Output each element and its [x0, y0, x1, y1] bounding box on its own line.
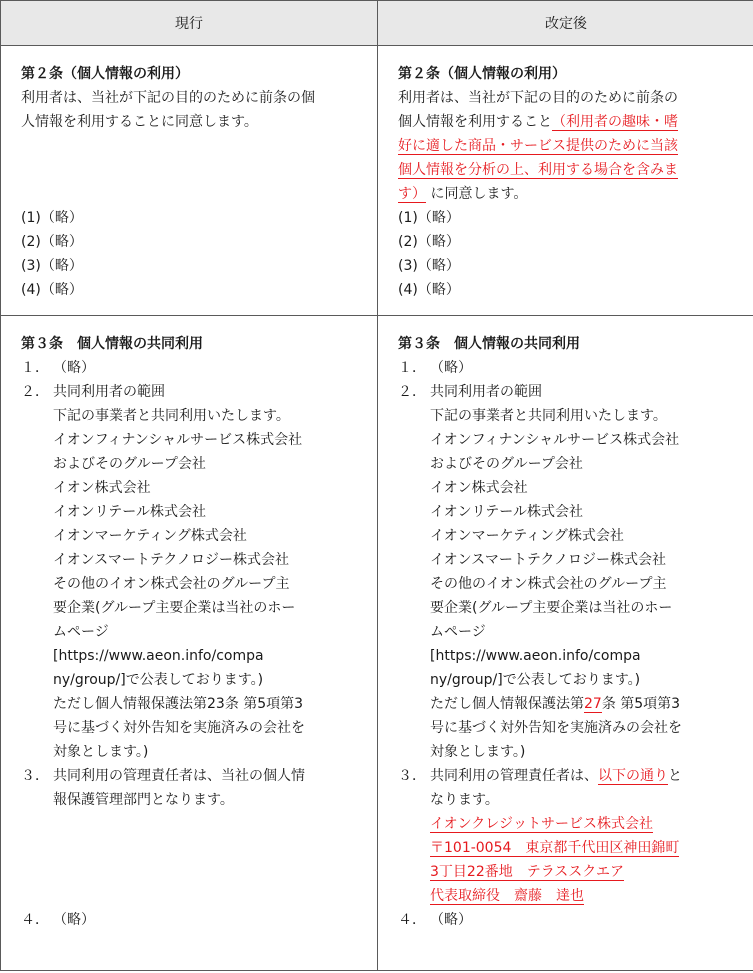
- item-number: ４．: [398, 912, 426, 928]
- scope-line: 下記の事業者と共同利用いたします。: [53, 408, 290, 424]
- article-2-new-line-5: に同意します。: [426, 186, 528, 202]
- scope-line: イオンマーケティング株式会社: [430, 528, 624, 544]
- law-article-revised: 27: [584, 696, 602, 712]
- article-2-title: 第２条（個人情報の利用）: [21, 66, 189, 82]
- article-2-item: (2)（略）: [21, 234, 83, 250]
- scope-line: 対象とします。): [53, 744, 149, 760]
- scope-line: ny/group/]で公表しております。): [53, 672, 264, 688]
- scope-line: その他のイオン株式会社のグループ主: [53, 576, 290, 592]
- scope-line: ny/group/]で公表しております。): [430, 672, 641, 688]
- manager-address: 〒101-0054 東京都千代田区神田錦町: [430, 840, 680, 856]
- article-2-current: [1, 46, 378, 316]
- article-2-new-line-1: 利用者は、当社が下記の目的のために前条の: [398, 90, 678, 106]
- scope-line: イオンスマートテクノロジー株式会社: [430, 552, 667, 568]
- scope-line: 下記の事業者と共同利用いたします。: [430, 408, 667, 424]
- item-heading: 共同利用者の範囲: [430, 384, 542, 400]
- item-text: なります。: [430, 792, 499, 808]
- article-2-added-text: す）: [398, 186, 426, 202]
- article-3-row: [1, 316, 753, 971]
- law-line: 条 第5項第3: [601, 696, 681, 712]
- scope-line: およびそのグループ会社: [430, 456, 583, 472]
- item-number: １．: [21, 360, 49, 376]
- scope-line: イオンリテール株式会社: [430, 504, 584, 520]
- header-row: [1, 1, 753, 46]
- scope-line: 号に基づく対外告知を実施済みの会社を: [53, 720, 305, 736]
- article-2-item: (4)（略）: [21, 282, 83, 298]
- article-2-old-line-2: 人情報を利用することに同意します。: [21, 114, 258, 130]
- header-revised: 改定後: [378, 1, 753, 46]
- scope-line: [https://www.aeon.info/compa: [430, 648, 641, 664]
- scope-line: イオンリテール株式会社: [53, 504, 207, 520]
- scope-line: [https://www.aeon.info/compa: [53, 648, 264, 664]
- scope-line: イオンフィナンシャルサービス株式会社: [53, 432, 303, 448]
- article-2-item: (3)（略）: [398, 258, 460, 274]
- scope-line: イオン株式会社: [53, 480, 151, 496]
- item-number: ２．: [21, 384, 49, 400]
- item-number: ３．: [21, 768, 49, 784]
- article-2-item: (1)（略）: [21, 210, 83, 226]
- article-2-row: [1, 46, 753, 316]
- item-number: ４．: [21, 912, 49, 928]
- item-text: （略）: [430, 912, 472, 928]
- article-3-current: [1, 316, 378, 971]
- item-text: （略）: [430, 360, 472, 376]
- manager-address: 3丁目22番地 テラススクエア: [430, 864, 625, 880]
- scope-line: イオン株式会社: [430, 480, 528, 496]
- scope-line: イオンスマートテクノロジー株式会社: [53, 552, 290, 568]
- scope-line: 要企業(グループ主要企業は当社のホー: [53, 600, 296, 616]
- item-text: と: [668, 768, 682, 784]
- manager-representative: 代表取締役 齋藤 達也: [430, 888, 584, 904]
- scope-line: その他のイオン株式会社のグループ主: [430, 576, 667, 592]
- scope-line: 要企業(グループ主要企業は当社のホー: [430, 600, 673, 616]
- article-3-title: 第３条 個人情報の共同利用: [21, 336, 203, 352]
- article-2-revised: [378, 46, 753, 316]
- article-2-old-line-1: 利用者は、当社が下記の目的のために前条の個: [21, 90, 315, 106]
- article-2-new-line-2: 個人情報を利用すること: [398, 114, 552, 130]
- item-text: 共同利用の管理責任者は、: [430, 768, 598, 784]
- article-2-title: 第２条（個人情報の利用）: [398, 66, 566, 82]
- item-heading: 共同利用者の範囲: [53, 384, 165, 400]
- scope-line: 号に基づく対外告知を実施済みの会社を: [430, 720, 682, 736]
- law-line: ただし個人情報保護法第: [430, 696, 584, 712]
- item-text: 共同利用の管理責任者は、当社の個人情: [53, 768, 305, 784]
- scope-line: 対象とします。): [430, 744, 526, 760]
- item-number: ２．: [398, 384, 426, 400]
- article-2-item: (1)（略）: [398, 210, 460, 226]
- article-2-item: (3)（略）: [21, 258, 83, 274]
- item-text: 報保護管理部門となります。: [53, 792, 234, 808]
- scope-line: ムページ: [53, 624, 109, 640]
- item-text: （略）: [53, 360, 95, 376]
- article-2-added-text: 個人情報を分析の上、利用する場合を含みま: [398, 162, 678, 178]
- article-3-revised: [378, 316, 753, 971]
- manager-company: イオンクレジットサービス株式会社: [430, 816, 653, 832]
- scope-line: およびそのグループ会社: [53, 456, 206, 472]
- item-number: ３．: [398, 768, 426, 784]
- scope-line: イオンマーケティング株式会社: [53, 528, 247, 544]
- article-2-added-text: 好に適した商品・サービス提供のために当該: [398, 138, 678, 154]
- scope-line: ムページ: [430, 624, 486, 640]
- added-text: 以下の通り: [598, 768, 668, 784]
- article-2-added-text: （利用者の趣味・嗜: [552, 114, 678, 130]
- article-3-title: 第３条 個人情報の共同利用: [398, 336, 580, 352]
- article-2-item: (2)（略）: [398, 234, 460, 250]
- article-2-item: (4)（略）: [398, 282, 460, 298]
- item-number: １．: [398, 360, 426, 376]
- law-line: ただし個人情報保護法第23条 第5項第3: [53, 696, 304, 712]
- scope-line: イオンフィナンシャルサービス株式会社: [430, 432, 680, 448]
- item-text: （略）: [53, 912, 95, 928]
- header-current: 現行: [1, 1, 378, 46]
